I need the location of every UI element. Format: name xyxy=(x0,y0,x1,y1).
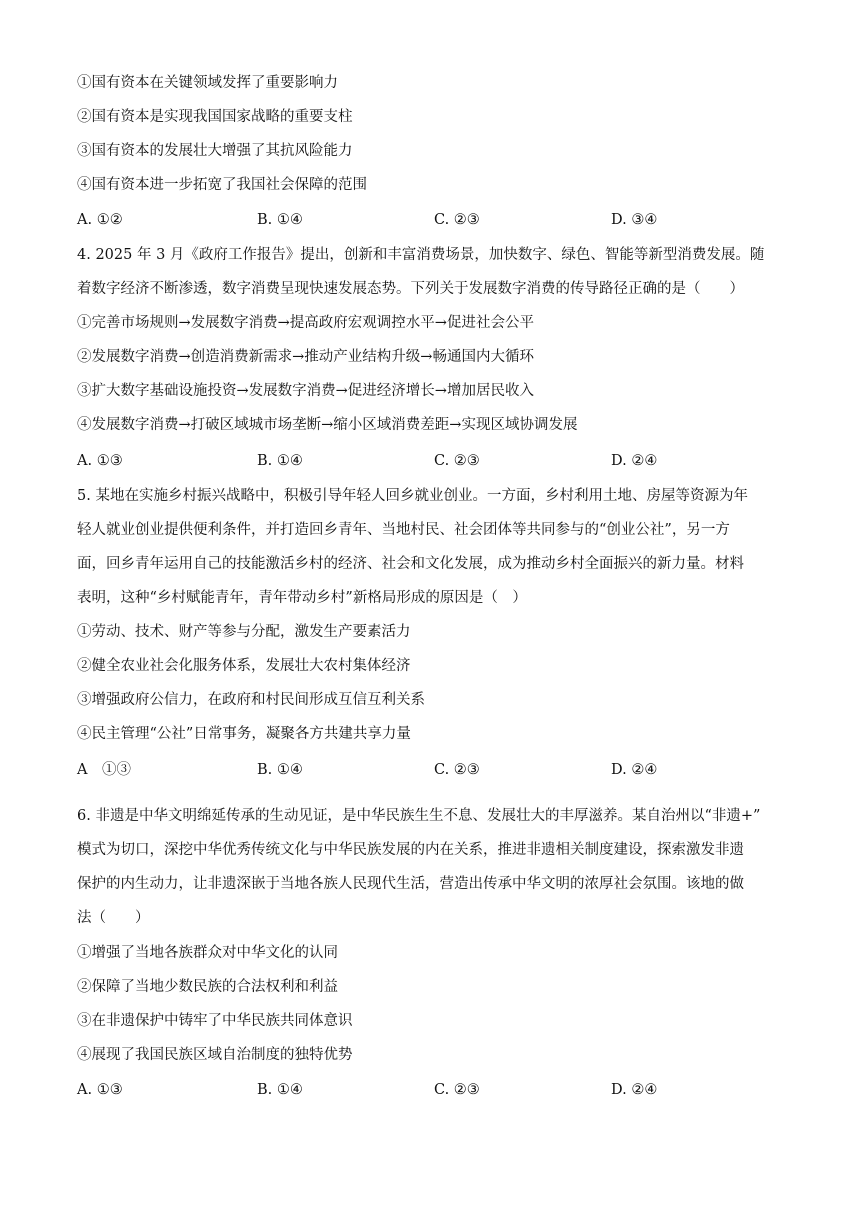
q6-option-d[interactable]: D. ②④ xyxy=(611,1082,658,1098)
q5-statement-3: ③增强政府公信力，在政府和村民间形成互信互利关系 xyxy=(77,692,425,708)
q5-statement-2: ②健全农业社会化服务体系，发展壮大农村集体经济 xyxy=(77,658,411,674)
q5-statement-4: ④民主管理“公社”日常事务，凝聚各方共建共享力量 xyxy=(77,726,411,742)
q5-stem-line-4: 表明，这种“乡村赋能青年，青年带动乡村”新格局形成的原因是（ ） xyxy=(77,590,527,606)
q6-statement-4: ④展现了我国民族区域自治制度的独特优势 xyxy=(77,1047,353,1063)
q4-option-c[interactable]: C. ②③ xyxy=(434,453,480,469)
q3-option-a[interactable]: A. ①② xyxy=(77,212,123,228)
q4-options xyxy=(77,451,797,471)
q4-option-b[interactable]: B. ①④ xyxy=(257,453,303,469)
q3-options xyxy=(77,210,797,230)
q6-stem-line-2: 模式为切口，深挖中华优秀传统文化与中华民族发展的内在关系，推进非遗相关制度建设，探索激发非遗 xyxy=(77,842,744,858)
q4-statement-1: ①完善市场规则→发展数字消费→提高政府宏观调控水平→促进社会公平 xyxy=(77,315,534,331)
q5-option-c[interactable]: C. ②③ xyxy=(434,762,480,778)
q4-statement-4: ④发展数字消费→打破区域城市场垄断→缩小区域消费差距→实现区域协调发展 xyxy=(77,417,578,433)
q3-statement-1: ①国有资本在关键领域发挥了重要影响力 xyxy=(77,75,338,91)
q4-stem-line-1: 4. 2025 年 3 月《政府工作报告》提出，创新和丰富消费场景，加快数字、绿色、智能等新型消费发展。随 xyxy=(77,247,765,263)
q5-stem-line-2: 轻人就业创业提供便利条件，并打造回乡青年、当地村民、社会团体等共同参与的“创业公社”，另一方 xyxy=(77,522,730,538)
q4-option-a[interactable]: A. ①③ xyxy=(77,453,123,469)
q6-statement-1: ①增强了当地各族群众对中华文化的认同 xyxy=(77,945,338,961)
q4-statement-3: ③扩大数字基础设施投资→发展数字消费→促进经济增长→增加居民收入 xyxy=(77,383,534,399)
q4-option-d[interactable]: D. ②④ xyxy=(611,453,658,469)
q6-statement-2: ②保障了当地少数民族的合法权利和利益 xyxy=(77,979,338,995)
q6-stem-line-4: 法（ ） xyxy=(77,910,150,926)
q5-options xyxy=(77,760,797,780)
q5-stem-line-3: 面，回乡青年运用自己的技能激活乡村的经济、社会和文化发展，成为推动乡村全面振兴的新力量。材料 xyxy=(77,556,744,572)
q4-stem-line-2: 着数字经济不断渗透，数字消费呈现快速发展态势。下列关于发展数字消费的传导路径正确的是（ ） xyxy=(77,281,744,297)
q6-options xyxy=(77,1080,797,1100)
q6-stem-line-3: 保护的内生动力，让非遗深嵌于当地各族人民现代生活，营造出传承中华文明的浓厚社会氛围。该地的做 xyxy=(77,876,744,892)
q6-statement-3: ③在非遗保护中铸牢了中华民族共同体意识 xyxy=(77,1013,353,1029)
q5-option-a[interactable]: A ①③ xyxy=(77,762,131,778)
q3-option-c[interactable]: C. ②③ xyxy=(434,212,480,228)
q3-option-b[interactable]: B. ①④ xyxy=(257,212,303,228)
q6-option-a[interactable]: A. ①③ xyxy=(77,1082,123,1098)
q4-statement-2: ②发展数字消费→创造消费新需求→推动产业结构升级→畅通国内大循环 xyxy=(77,349,534,365)
q3-statement-4: ④国有资本进一步拓宽了我国社会保障的范围 xyxy=(77,177,367,193)
q3-option-d[interactable]: D. ③④ xyxy=(611,212,658,228)
q5-stem-line-1: 5. 某地在实施乡村振兴战略中，积极引导年轻人回乡就业创业。一方面，乡村利用土地、房屋等资源为年 xyxy=(77,488,748,504)
q5-statement-1: ①劳动、技术、财产等参与分配，激发生产要素活力 xyxy=(77,624,411,640)
q3-statement-3: ③国有资本的发展壮大增强了其抗风险能力 xyxy=(77,143,353,159)
q3-statement-2: ②国有资本是实现我国国家战略的重要支柱 xyxy=(77,109,353,125)
q5-option-b[interactable]: B. ①④ xyxy=(257,762,303,778)
q5-option-d[interactable]: D. ②④ xyxy=(611,762,658,778)
q6-stem-line-1: 6. 非遗是中华文明绵延传承的生动见证，是中华民族生生不息、发展壮大的丰厚滋养。某自治州以“非遗+” xyxy=(77,808,761,824)
q6-option-c[interactable]: C. ②③ xyxy=(434,1082,480,1098)
q6-option-b[interactable]: B. ①④ xyxy=(257,1082,303,1098)
